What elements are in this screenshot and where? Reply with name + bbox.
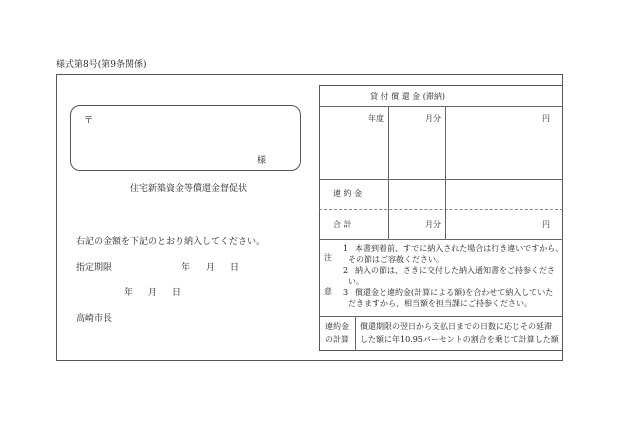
issue-date-year: 年 [124, 288, 134, 298]
calc-col-divider [355, 316, 356, 351]
note-3-number: 3 [343, 288, 349, 297]
col-year-label: 年度 [368, 114, 384, 123]
table-rule [319, 239, 563, 240]
amount-table [319, 85, 563, 351]
issuer-name: 高崎市長 [76, 314, 113, 324]
due-date-month: 月 [206, 263, 216, 273]
note-3-line-2: だきますから、相当額を担当課にご持参ください。 [348, 299, 532, 308]
notes-side-label-1: 注 [324, 253, 332, 262]
postal-mark: 〒 [84, 116, 94, 126]
due-date-label: 指定期限 [76, 263, 113, 273]
honorific-sama: 様 [257, 156, 267, 166]
col-yen-label: 円 [542, 114, 550, 123]
note-1-number: 1 [343, 244, 349, 253]
calc-label-line-2: の計算 [325, 335, 349, 344]
table-header: 貸 付 償 還 金 (滞納) [370, 92, 445, 101]
note-3-line-1: 償還金と違約金(計算による額)を合わせて納入していた [355, 288, 554, 297]
due-date-day: 日 [230, 263, 240, 273]
issue-date-day: 日 [172, 288, 182, 298]
table-rule-dashed [319, 209, 563, 210]
notes-side-label-2: 意 [324, 287, 332, 296]
calc-label-line-1: 違約金 [325, 322, 349, 331]
table-col-divider [388, 106, 389, 239]
form-number: 様式第8号(第9条関係) [56, 60, 147, 70]
address-box [70, 105, 301, 171]
document-title: 住宅新築資金等償還金督促状 [130, 184, 248, 194]
total-month-label: 月分 [425, 220, 441, 229]
table-col-divider [445, 106, 446, 239]
late-fee-label: 違 約 金 [333, 189, 363, 198]
note-2-number: 2 [343, 266, 349, 275]
note-2-line-2: い。 [348, 277, 364, 286]
calc-text-line-2: した額に年10.95パーセントの割合を乗じて計算した額 [360, 335, 559, 344]
table-rule [319, 179, 563, 180]
due-date-year: 年 [181, 263, 191, 273]
col-month-label: 月分 [425, 114, 441, 123]
note-1-line-1: 本書到着前、すでに納入された場合は行き違いですから、 [355, 244, 564, 253]
notice-text: 右記の金額を下記のとおり納入してください。 [76, 237, 266, 247]
note-2-line-1: 納入の節は、さきに交付した納入通知書をご持参くださ [355, 266, 555, 275]
note-1-line-2: その節はご容赦ください。 [348, 255, 444, 264]
table-rule [319, 106, 563, 107]
total-label: 合 計 [333, 220, 352, 229]
issue-date-month: 月 [148, 288, 158, 298]
total-yen-label: 円 [542, 220, 550, 229]
calc-text-line-1: 償還期限の翌日から支払日までの日数に応じその延滞 [360, 322, 552, 331]
